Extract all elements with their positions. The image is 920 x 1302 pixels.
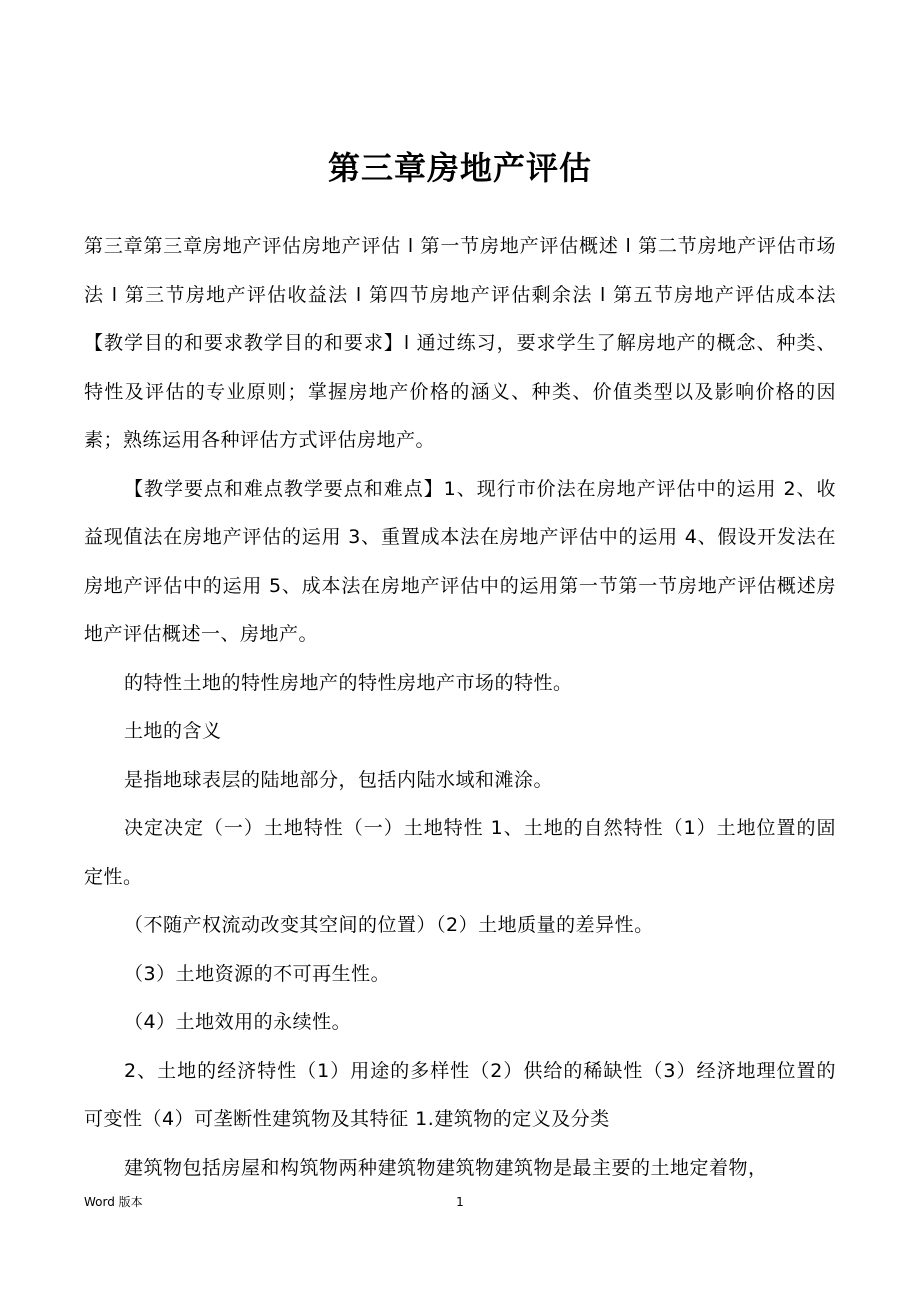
paragraph-land-nonrenewable: （3）土地资源的不可再生性。 (124, 962, 391, 985)
paragraph-land-natural-traits: 决定决定（一）土地特性（一）土地特性 1、土地的自然特性（1）土地位置的固定性。 (84, 817, 836, 888)
paragraph-land-meaning: 土地的含义 (124, 720, 222, 742)
footer-version-label: Word 版本 (84, 1195, 143, 1209)
paragraph-land-economic-traits: 2、土地的经济特性（1）用途的多样性（2）供给的稀缺性（3）经济地理位置的可变性（4）可垄断性建筑物及其特征 1.建筑物的定义及分类 (84, 1059, 836, 1130)
paragraph-land-permanence: （4）土地效用的永续性。 (124, 1011, 352, 1033)
footer-page-number: 1 (456, 1195, 464, 1209)
page-title: 第三章房地产评估 (327, 149, 592, 187)
paragraph-characteristics: 的特性土地的特性房地产的特性房地产市场的特性。 (124, 671, 573, 694)
paragraph-land-definition: 是指地球表层的陆地部分，包括内陆水域和滩涂。 (124, 768, 554, 791)
paragraph-key-points: 【教学要点和难点教学要点和难点】1、现行市价法在房地产评估中的运用 2、收益现值法在房地产评估的运用 3、重置成本法在房地产评估中的运用 4、假设开发法在房地产评估中的运用 5、成本法在房地产评估中的运用第一节第一节房地产评估概述房地产评估概述一、房地产。 (84, 477, 836, 645)
document-body (84, 222, 836, 1192)
paragraph-land-quality: （不随产权流动改变其空间的位置）（2）土地质量的差异性。 (124, 914, 654, 936)
paragraph-buildings: 建筑物包括房屋和构筑物两种建筑物建筑物建筑物是最主要的土地定着物， (124, 1156, 768, 1179)
paragraph-intro: 第三章第三章房地产评估房地产评估 l 第一节房地产评估概述 l 第二节房地产评估市场法 l 第三节房地产评估收益法 l 第四节房地产评估剩余法 l 第五节房地产评估成本法【教学目的和要求教学目的和要求】l 通过练习，要求学生了解房地产的概念、种类、特性及评估的专业原则；掌握房地产价格的涵义、种类、价值类型以及影响价格的因素；熟练运用各种评估方式评估房地产。 (84, 235, 836, 451)
